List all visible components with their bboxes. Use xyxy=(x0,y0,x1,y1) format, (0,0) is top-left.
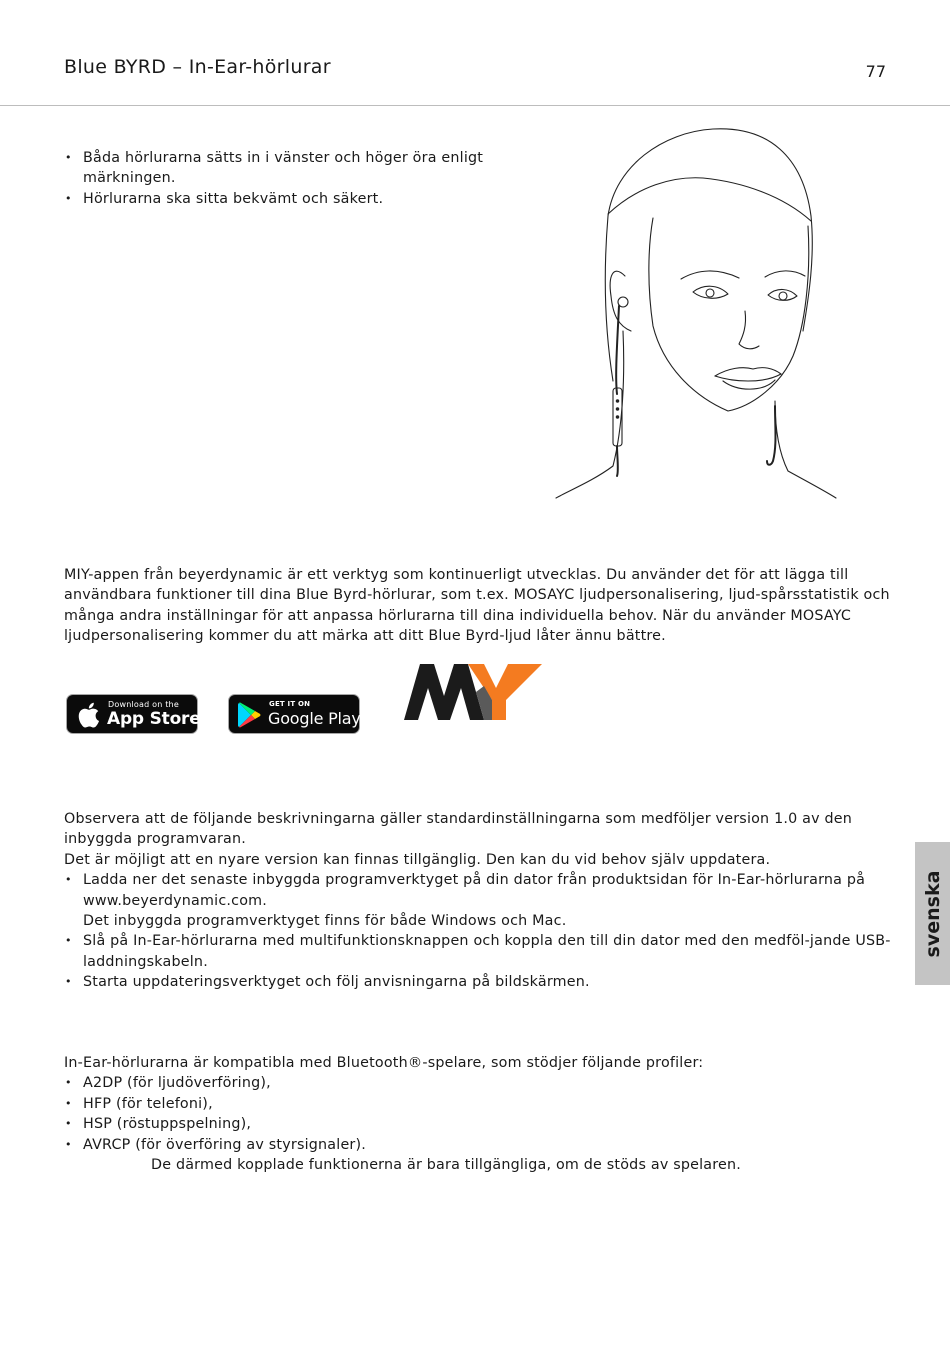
list-item: • Båda hörlurarna sätts in i vänster och höger öra enligt märkningen. xyxy=(64,148,484,189)
app-store-badge[interactable] xyxy=(66,694,201,734)
bluetooth-note: De därmed kopplade funktionerna är bara tillgängliga, om de stöds av spelaren. xyxy=(151,1157,742,1174)
page-number: 77 xyxy=(865,62,886,81)
google-play-icon xyxy=(238,702,262,728)
google-play-small-label: GET IT ON xyxy=(269,700,311,708)
list-item xyxy=(64,870,894,931)
list-item: • AVRCP (för överföring av styrsignaler). xyxy=(64,1135,894,1155)
update-intro-1: Observera att de följande beskrivningarna gäller standardinställningarna som medföljer version 1.0 av den inbyggda programvaran. xyxy=(64,811,853,848)
my-app-logo xyxy=(404,662,542,722)
list-item: • A2DP (för ljudöverföring), xyxy=(64,1073,894,1093)
update-step-1-note: Det inbyggda programverktyget finns för både Windows och Mac. xyxy=(83,913,567,930)
list-item: • Starta uppdateringsverktyget och följ anvisningarna på bildskärmen. xyxy=(64,972,894,992)
bluetooth-profiles-section xyxy=(64,1053,894,1175)
app-description: MIY-appen från beyerdynamic är ett verktyg som kontinuerligt utvecklas. Du använder det för att lägga till användbara funktioner till dina Blue Byrd-hörlurar, som t.ex. MOSAYC ljudpersonalisering, ljud-spårsstatistik och många andra inställningar för att anpassa hörlurarna till dina individuella behov. När du använder MOSAYC ljudpersonalisering kommer du att märka att ditt Blue Byrd-ljud låter ännu bättre. xyxy=(64,567,890,645)
app-store-small-label: Download on the xyxy=(108,700,179,709)
list-item: • Hörlurarna ska sitta bekvämt och säkert. xyxy=(64,189,484,209)
wearing-instructions xyxy=(64,148,484,209)
face-with-earphones-illustration xyxy=(553,126,839,502)
google-play-label: Google Play xyxy=(268,709,361,728)
page-header-title: Blue BYRD – In-Ear-hörlurar xyxy=(64,56,331,78)
bluetooth-intro: In-Ear-hörlurarna är kompatibla med Bluetooth®-spelare, som stödjer följande profiler: xyxy=(64,1055,704,1071)
firmware-update-section xyxy=(64,809,894,993)
list-item: • HFP (för telefoni), xyxy=(64,1094,894,1114)
list-item: • HSP (röstuppspelning), xyxy=(64,1114,894,1134)
header-divider xyxy=(0,105,950,106)
google-play-badge[interactable] xyxy=(228,694,360,734)
apple-icon xyxy=(78,702,100,728)
update-step-1: • Ladda ner det senaste inbyggda programverktyget på din dator från produktsidan för In-Ear-hörlurarna på www.beyerdynamic.com. xyxy=(83,872,866,909)
list-item: • Slå på In-Ear-hörlurarna med multifunktionsknappen och koppla den till din dator med den medföl-jande USB-laddningskabeln. xyxy=(64,931,894,972)
update-intro-2: Det är möjligt att en nyare version kan finnas tillgänglig. Den kan du vid behov själv uppdatera. xyxy=(64,851,771,868)
language-tab xyxy=(915,842,950,985)
app-store-label: App Store xyxy=(107,709,201,729)
language-tab-label: svenska xyxy=(921,870,944,957)
